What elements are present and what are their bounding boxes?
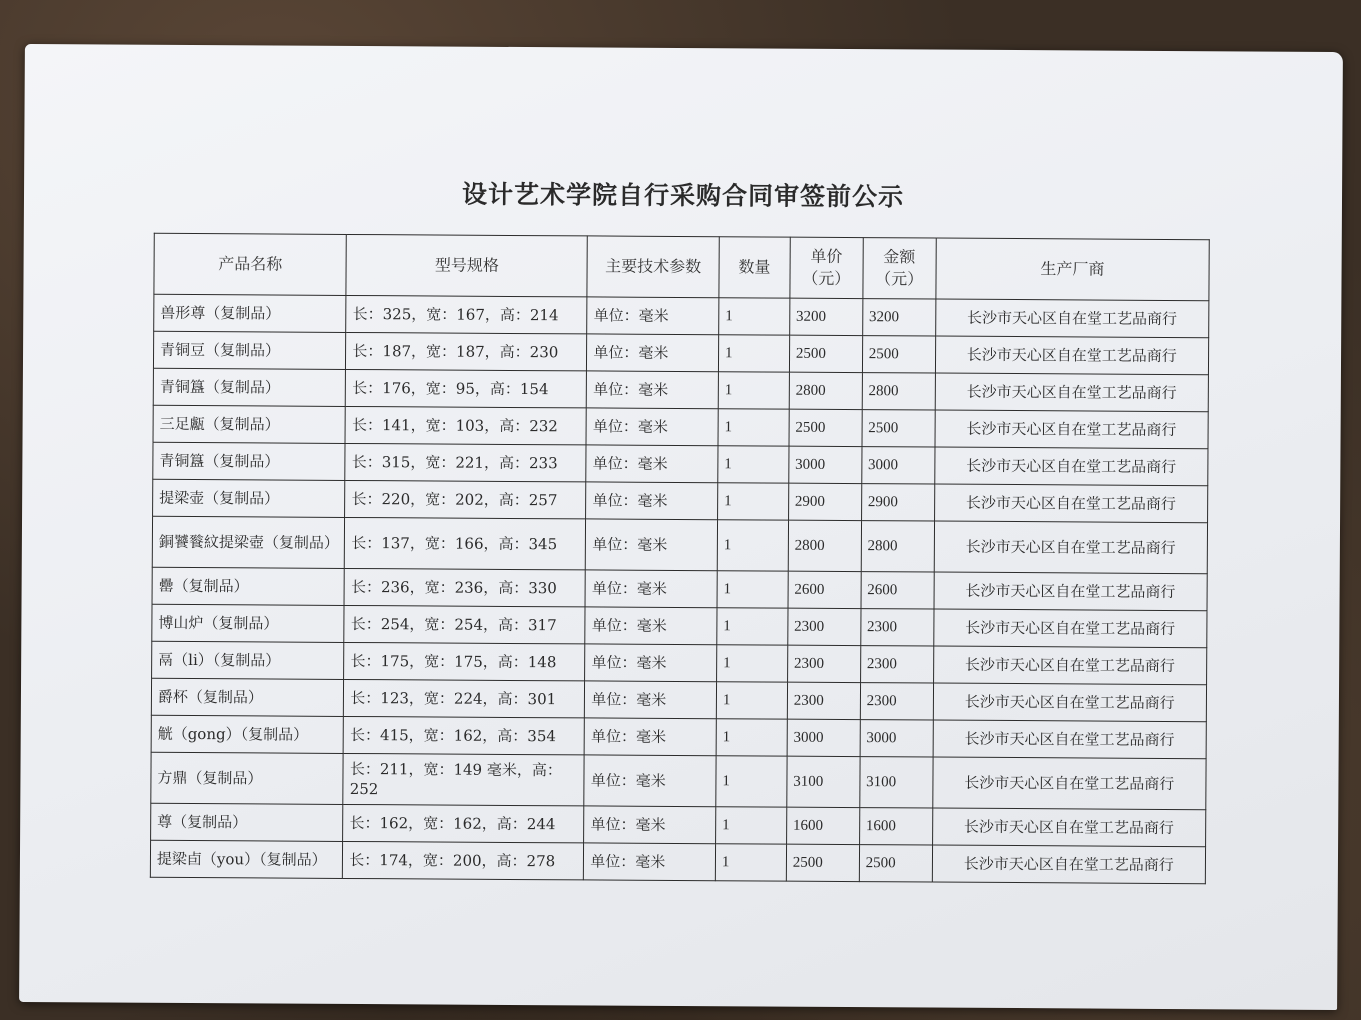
cell-tech-params: 单位：毫米 <box>587 334 719 372</box>
cell-spec: 长：415，宽：162，高：354 <box>343 716 584 754</box>
cell-amount: 2500 <box>862 336 935 373</box>
cell-manufacturer: 长沙市天心区自在堂工艺品商行 <box>935 373 1209 412</box>
cell-spec: 长：123，宽：224，高：301 <box>344 679 585 717</box>
cell-spec: 长：325，宽：167，高：214 <box>346 295 587 333</box>
cell-unit-price: 2300 <box>787 645 860 682</box>
table-row <box>153 479 1208 522</box>
table-row <box>150 840 1205 883</box>
paper-sheet <box>19 44 1343 1010</box>
document-title: 设计艺术学院自行采购合同审签前公示 <box>461 179 905 212</box>
cell-product-name: 銅饕餮紋提梁壺（复制品） <box>152 516 345 568</box>
cell-tech-params: 单位：毫米 <box>584 755 716 807</box>
cell-quantity: 1 <box>719 298 790 335</box>
cell-amount: 3200 <box>862 299 935 336</box>
cell-tech-params: 单位：毫米 <box>584 806 716 844</box>
cell-unit-price: 2900 <box>788 483 861 520</box>
table-row <box>152 516 1207 573</box>
cell-unit-price: 3200 <box>789 298 862 335</box>
cell-spec: 长：220，宽：202，高：257 <box>345 480 586 518</box>
header-tech-params: 主要技术参数 <box>587 236 719 298</box>
cell-spec: 长：211，宽：149 毫米，高：252 <box>343 753 584 805</box>
cell-quantity: 1 <box>716 719 787 756</box>
cell-tech-params: 单位：毫米 <box>586 445 718 483</box>
cell-product-name: 青铜簋（复制品） <box>153 442 346 480</box>
table-header-row <box>154 233 1209 300</box>
cell-unit-price: 3100 <box>787 756 860 807</box>
header-amount: 金额（元） <box>863 238 936 299</box>
cell-tech-params: 单位：毫米 <box>585 570 717 608</box>
cell-manufacturer: 长沙市天心区自在堂工艺品商行 <box>934 572 1208 611</box>
cell-amount: 2300 <box>860 646 933 683</box>
cell-spec: 长：141，宽：103，高：232 <box>345 406 586 444</box>
cell-manufacturer: 长沙市天心区自在堂工艺品商行 <box>933 646 1207 685</box>
cell-product-name: 青铜簋（复制品） <box>153 368 346 406</box>
cell-amount: 2800 <box>861 521 934 572</box>
cell-amount: 2500 <box>859 845 932 882</box>
table-row <box>152 567 1207 610</box>
cell-amount: 2300 <box>860 609 933 646</box>
cell-product-name: 兽形尊（复制品） <box>154 294 347 332</box>
cell-quantity: 1 <box>717 483 788 520</box>
cell-tech-params: 单位：毫米 <box>587 371 719 409</box>
table-row <box>151 715 1206 758</box>
cell-product-name: 爵杯（复制品） <box>151 678 344 716</box>
cell-quantity: 1 <box>716 645 787 682</box>
cell-spec: 长：174，宽：200，高：278 <box>343 841 584 879</box>
cell-manufacturer: 长沙市天心区自在堂工艺品商行 <box>933 609 1207 648</box>
cell-manufacturer: 长沙市天心区自在堂工艺品商行 <box>932 808 1206 847</box>
header-manufacturer: 生产厂商 <box>935 238 1209 301</box>
cell-spec: 长：175，宽：175，高：148 <box>344 642 585 680</box>
table-row <box>153 368 1208 411</box>
cell-tech-params: 单位：毫米 <box>585 681 717 719</box>
header-spec: 型号规格 <box>346 234 587 296</box>
cell-unit-price: 3000 <box>789 446 862 483</box>
cell-product-name: 罍（复制品） <box>152 567 345 605</box>
cell-product-name: 三足甗（复制品） <box>153 405 346 443</box>
table-row <box>153 405 1208 448</box>
cell-quantity: 1 <box>717 571 788 608</box>
cell-tech-params: 单位：毫米 <box>584 718 716 756</box>
cell-unit-price: 2800 <box>789 372 862 409</box>
cell-product-name: 尊（复制品） <box>151 803 344 841</box>
cell-amount: 1600 <box>859 808 932 845</box>
table-row <box>151 678 1206 721</box>
cell-quantity: 1 <box>716 807 787 844</box>
procurement-table <box>150 233 1210 884</box>
cell-quantity: 1 <box>718 409 789 446</box>
cell-unit-price: 2500 <box>789 409 862 446</box>
table-row <box>151 803 1206 846</box>
cell-tech-params: 单位：毫米 <box>585 644 717 682</box>
table-body <box>150 294 1209 883</box>
cell-tech-params: 单位：毫米 <box>586 408 718 446</box>
header-unit-price: 单价（元） <box>790 237 863 298</box>
cell-manufacturer: 长沙市天心区自在堂工艺品商行 <box>935 410 1209 449</box>
cell-product-name: 博山炉（复制品） <box>152 604 345 642</box>
cell-quantity: 1 <box>717 608 788 645</box>
cell-tech-params: 单位：毫米 <box>587 297 719 335</box>
cell-manufacturer: 长沙市天心区自在堂工艺品商行 <box>933 683 1207 722</box>
cell-manufacturer: 长沙市天心区自在堂工艺品商行 <box>934 484 1208 523</box>
cell-amount: 2500 <box>862 410 935 447</box>
table-row <box>151 752 1206 809</box>
header-product-name: 产品名称 <box>154 233 347 295</box>
cell-manufacturer: 长沙市天心区自在堂工艺品商行 <box>935 336 1209 375</box>
cell-manufacturer: 长沙市天心区自在堂工艺品商行 <box>932 757 1206 810</box>
cell-unit-price: 3000 <box>787 719 860 756</box>
cell-unit-price: 2500 <box>789 335 862 372</box>
cell-unit-price: 2600 <box>788 571 861 608</box>
cell-quantity: 1 <box>718 446 789 483</box>
cell-tech-params: 单位：毫米 <box>586 482 718 520</box>
cell-amount: 2800 <box>862 373 935 410</box>
cell-tech-params: 单位：毫米 <box>586 519 718 571</box>
cell-amount: 3000 <box>861 447 934 484</box>
cell-manufacturer: 长沙市天心区自在堂工艺品商行 <box>934 447 1208 486</box>
cell-quantity: 1 <box>716 756 787 807</box>
cell-amount: 3000 <box>860 720 933 757</box>
cell-quantity: 1 <box>718 335 789 372</box>
cell-quantity: 1 <box>717 520 788 571</box>
cell-spec: 长：187，宽：187，高：230 <box>346 332 587 370</box>
cell-quantity: 1 <box>718 372 789 409</box>
cell-product-name: 鬲（li）（复制品） <box>152 641 345 679</box>
table-row <box>152 604 1207 647</box>
table-row <box>152 641 1207 684</box>
cell-unit-price: 2300 <box>787 682 860 719</box>
table-row <box>153 331 1208 374</box>
cell-spec: 长：137，宽：166，高：345 <box>345 517 586 569</box>
cell-amount: 3100 <box>859 757 932 808</box>
cell-quantity: 1 <box>716 682 787 719</box>
cell-spec: 长：315，宽：221，高：233 <box>345 443 586 481</box>
cell-spec: 长：236，宽：236，高：330 <box>344 568 585 606</box>
cell-amount: 2300 <box>860 683 933 720</box>
cell-unit-price: 2500 <box>786 844 859 881</box>
cell-spec: 长：254，宽：254，高：317 <box>344 605 585 643</box>
cell-amount: 2600 <box>861 572 934 609</box>
cell-spec: 长：176，宽：95，高：154 <box>346 369 587 407</box>
cell-product-name: 觥（gong）（复制品） <box>151 715 344 753</box>
cell-manufacturer: 长沙市天心区自在堂工艺品商行 <box>935 299 1209 338</box>
cell-unit-price: 2800 <box>788 520 861 571</box>
header-quantity: 数量 <box>719 237 790 298</box>
table-row <box>154 294 1209 337</box>
cell-unit-price: 1600 <box>786 807 859 844</box>
cell-tech-params: 单位：毫米 <box>585 607 717 645</box>
cell-tech-params: 单位：毫米 <box>584 843 716 881</box>
cell-manufacturer: 长沙市天心区自在堂工艺品商行 <box>932 845 1206 884</box>
cell-product-name: 方鼎（复制品） <box>151 752 344 804</box>
cell-manufacturer: 长沙市天心区自在堂工艺品商行 <box>934 521 1208 574</box>
cell-manufacturer: 长沙市天心区自在堂工艺品商行 <box>933 720 1207 759</box>
cell-unit-price: 2300 <box>788 608 861 645</box>
cell-spec: 长：162，宽：162，高：244 <box>343 804 584 842</box>
cell-product-name: 青铜豆（复制品） <box>153 331 346 369</box>
cell-product-name: 提梁壶（复制品） <box>153 479 346 517</box>
cell-quantity: 1 <box>715 844 786 881</box>
cell-amount: 2900 <box>861 484 934 521</box>
cell-product-name: 提梁卣（you）（复制品） <box>150 840 343 878</box>
table-row <box>153 442 1208 485</box>
